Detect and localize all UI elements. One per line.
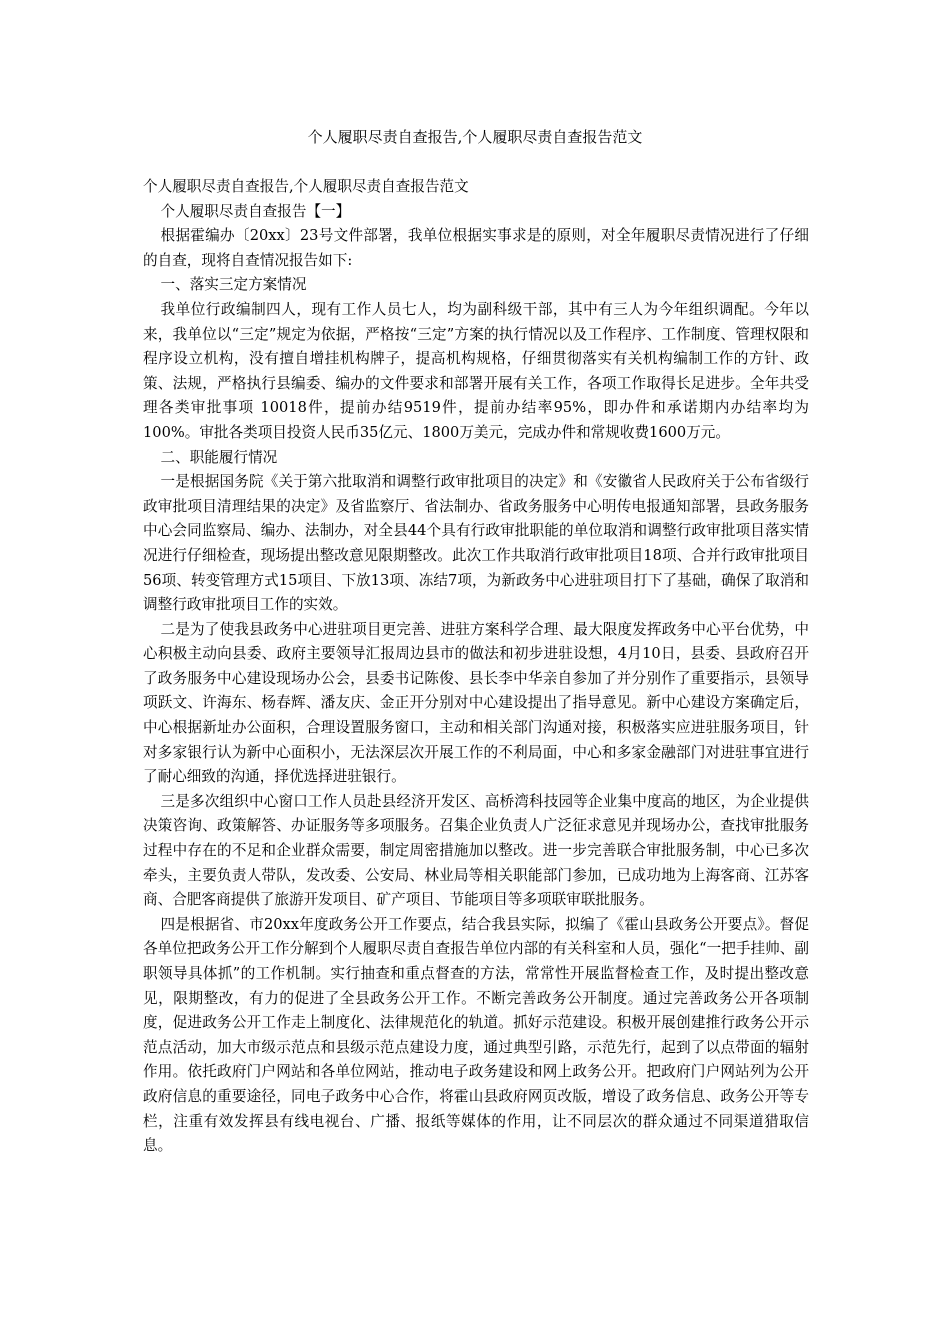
page-title: 个人履职尽责自查报告,个人履职尽责自查报告范文	[307, 128, 643, 146]
paragraph-intro: 根据霍编办〔20xx〕23号文件部署，我单位根据实事求是的原则，对全年履职尽责情况进行了仔细的自查，现将自查情况报告如下:	[143, 227, 809, 269]
document-body	[143, 175, 809, 1159]
paragraph-item-3: 三是多次组织中心窗口工作人员赴县经济开发区、高桥湾科技园等企业集中度高的地区，为企业提供决策咨询、政策解答、办证服务等多项服务。召集企业负责人广泛征求意见并现场办公，查找审批服务过程中存在的不足和企业群众需要，制定周密措施加以整改。进一步完善联合审批服务制，中心已多次牵头，主要负责人带队，发改委、公安局、林业局等相关职能部门参加，已成功地为上海客商、江苏客商、合肥客商提供了旅游开发项目、矿产项目、节能项目等多项联审联批服务。	[143, 792, 809, 909]
section-heading-2: 二、职能履行情况	[160, 448, 278, 466]
section-heading-1: 一、落实三定方案情况	[160, 276, 307, 294]
paragraph-subtitle: 个人履职尽责自查报告【一】	[160, 202, 351, 220]
paragraph-item-4: 四是根据省、市20xx年度政务公开工作要点，结合我县实际，拟编了《霍山县政务公开要点》。督促各单位把政务公开工作分解到个人履职尽责自查报告单位内部的有关科室和人员，强化“一把手挂帅、副职领导具体抓”的工作机制。实行抽查和重点督查的方法，常常性开展监督检查工作，及时提出整改意见，限期整改，有力的促进了全县政务公开工作。不断完善政务公开制度。通过完善政务公开各项制度，促进政务公开工作走上制度化、法律规范化的轨道。抓好示范建设。积极开展创建推行政务公开示范点活动，加大市级示范点和县级示范点建设力度，通过典型引路，示范先行，起到了以点带面的辐射作用。依托政府门户网站和各单位网站，推动电子政务建设和网上政务公开。把政府门户网站列为公开政府信息的重要途径，同电子政务中心合作，将霍山县政府网页改版，增设了政务信息、政务公开等专栏，注重有效发挥县有线电视台、广播、报纸等媒体的作用，让不同层次的群众通过不同渠道猎取信息。	[143, 915, 809, 1155]
paragraph-heading: 个人履职尽责自查报告,个人履职尽责自查报告范文	[143, 178, 469, 195]
paragraph-item-2: 二是为了使我县政务中心进驻项目更完善、进驻方案科学合理、最大限度发挥政务中心平台优势，中心积极主动向县委、政府主要领导汇报周边县市的做法和初步进驻设想，4月10日，县委、县政府召开了政务服务中心建设现场办公会，县委书记陈俊、县长李中华亲自参加了并分别作了重要指示，县领导项跃文、许海东、杨春辉、潘友庆、金正开分别对中心建设提出了指导意见。新中心建设方案确定后，中心根据新址办公面积，合理设置服务窗口，主动和相关部门沟通对接，积极落实应进驻服务项目，针对多家银行认为新中心面积小，无法深层次开展工作的不利局面，中心和多家金融部门对进驻事宜进行了耐心细致的沟通，择优选择进驻银行。	[143, 620, 809, 786]
paragraph-item-1: 一是根据国务院《关于第六批取消和调整行政审批项目的决定》和《安徽省人民政府关于公布省级行政审批项目清理结果的决定》及省监察厅、省法制办、省政务服务中心明传电报通知部署，县政务服务中心会同监察局、编办、法制办，对全县44个具有行政审批职能的单位取消和调整行政审批项目落实情况进行仔细检查，现场提出整改意见限期整改。此次工作共取消行政审批项目18项、合并行政审批项目56项、转变管理方式15项目、下放13项、冻结7项，为新政务中心进驻项目打下了基础，确保了取消和调整行政审批项目工作的实效。	[143, 473, 809, 614]
paragraph-section-1: 我单位行政编制四人，现有工作人员七人，均为副科级干部，其中有三人为今年组织调配。今年以来，我单位以“三定”规定为依据，严格按“三定”方案的执行情况以及工作程序、工作制度、管理权限和程序设立机构，没有擅自增挂机构牌子，提高机构规格，仔细贯彻落实有关机构编制工作的方针、政策、法规，严格执行县编委、编办的文件要求和部署开展有关工作，各项工作取得长足进步。全年共受理各类审批事项 10018件，提前办结9519件，提前办结率95%，即办件和承诺期内办结率均为100%。审批各类项目投资人民币35亿元、1800万美元，完成办件和常规收费1600万元。	[143, 300, 809, 441]
